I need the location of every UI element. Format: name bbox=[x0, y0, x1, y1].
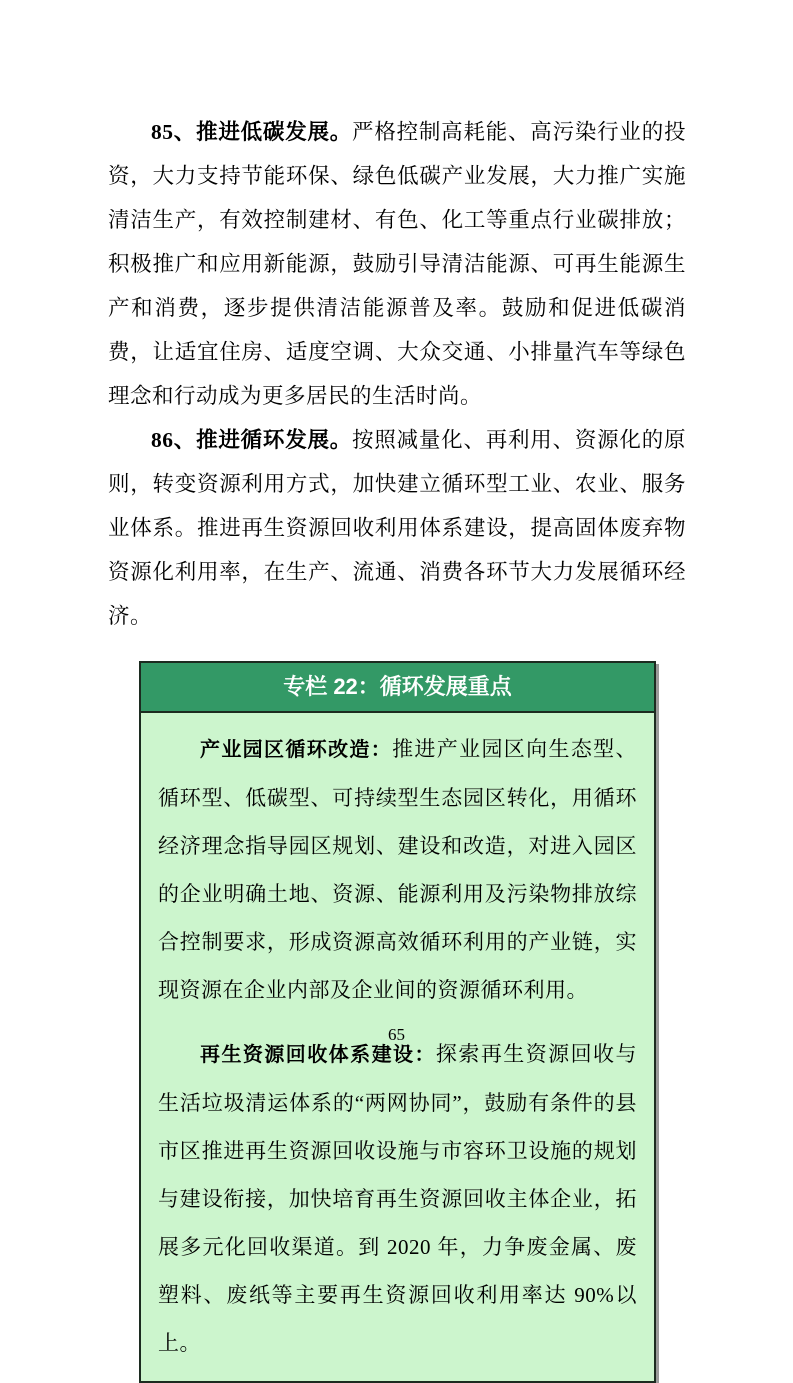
paragraph-86-lead: 86、推进循环发展。 bbox=[151, 428, 353, 452]
paragraph-85 bbox=[108, 110, 686, 418]
text-block bbox=[108, 110, 686, 1383]
highlight-box-body bbox=[141, 713, 654, 1381]
paragraph-86 bbox=[108, 418, 686, 638]
box-paragraph-industrial-parks-lead: 产业园区循环改造： bbox=[200, 739, 393, 761]
paragraph-86-body: 按照减量化、再利用、资源化的原则，转变资源利用方式，加快建立循环型工业、农业、服务业体系。推进再生资源回收利用体系建设，提高固体废弃物资源化利用率，在生产、流通、消费各环节大力发展循环经济。 bbox=[108, 428, 686, 628]
page-number: 65 bbox=[388, 1025, 405, 1044]
box-paragraph-recycling-system-lead: 再生资源回收体系建设： bbox=[200, 1044, 436, 1066]
box-paragraph-recycling-system-body: 探索再生资源回收与生活垃圾清运体系的“两网协同”，鼓励有条件的县市区推进再生资源回收设施与市容环卫设施的规划与建设衔接，加快培育再生资源回收主体企业，拓展多元化回收渠道。到 2020 年，力争废金属、废塑料、废纸等主要再生资源回收利用率达 90%以上。 bbox=[158, 1042, 638, 1355]
box-paragraph-industrial-parks bbox=[158, 725, 637, 1014]
paragraph-85-lead: 85、推进低碳发展。 bbox=[151, 120, 353, 144]
highlight-box-column-22 bbox=[139, 661, 656, 1383]
paragraph-85-body: 严格控制高耗能、高污染行业的投资，大力支持节能环保、绿色低碳产业发展，大力推广实施清洁生产，有效控制建材、有色、化工等重点行业碳排放；积极推广和应用新能源，鼓励引导清洁能源、可再生能源生产和消费，逐步提供清洁能源普及率。鼓励和促进低碳消费，让适宜住房、适度空调、大众交通、小排量汽车等绿色理念和行动成为更多居民的生活时尚。 bbox=[108, 120, 686, 408]
box-paragraph-recycling-system bbox=[158, 1030, 637, 1367]
highlight-box-title: 专栏 22：循环发展重点 bbox=[141, 663, 654, 713]
box-paragraph-industrial-parks-body: 推进产业园区向生态型、循环型、低碳型、可持续型生态园区转化，用循环经济理念指导园区规划、建设和改造，对进入园区的企业明确土地、资源、能源利用及污染物排放综合控制要求，形成资源高效循环利用的产业链，实现资源在企业内部及企业间的资源循环利用。 bbox=[158, 737, 638, 1002]
